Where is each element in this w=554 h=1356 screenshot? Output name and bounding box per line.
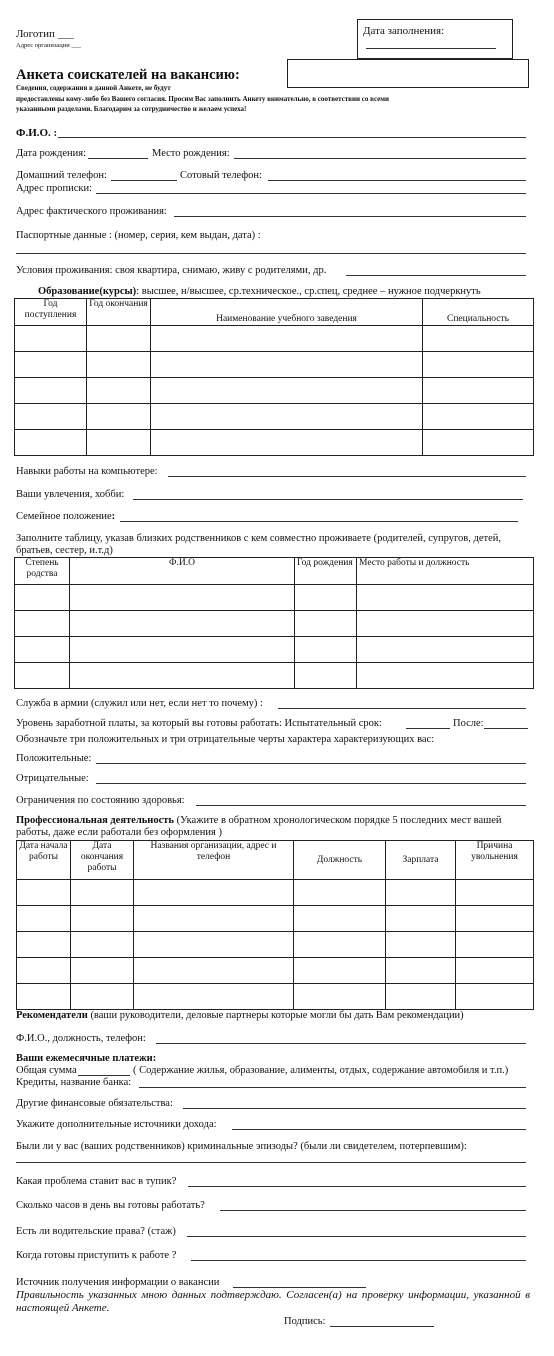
probation-salary-field[interactable]: [406, 728, 450, 729]
col-fio: Ф.И.О: [70, 558, 295, 585]
hours-label: Сколько часов в день вы готовы работать?: [16, 1200, 205, 1211]
col-specialty: Специальность: [423, 299, 534, 326]
references-contact-label: Ф.И.О., должность, телефон:: [16, 1033, 146, 1044]
army-field[interactable]: [278, 708, 526, 709]
health-field[interactable]: [196, 805, 526, 806]
date-box: [357, 19, 513, 59]
salary-after-label: После:: [453, 718, 484, 729]
education-table: [14, 298, 534, 456]
payments-total-suffix: ( Содержание жилья, образование, алименты, отдых, содержание автомобиля и т.п.): [133, 1065, 509, 1076]
fio-field[interactable]: [58, 137, 526, 138]
confidential-note-3: указанными разделами. Благодарим за сотрудничество и желаем успеха!: [16, 105, 247, 113]
source-field[interactable]: [233, 1287, 366, 1288]
table-row: [15, 637, 534, 663]
col-organization: Названия организации, адрес и телефон: [134, 841, 294, 880]
work-table: [16, 840, 534, 1010]
hobby-field[interactable]: [133, 499, 523, 500]
home-phone-field[interactable]: [111, 180, 177, 181]
registration-label: Адрес прописки:: [16, 183, 93, 194]
table-row: [17, 880, 534, 906]
org-address: Адрес организации ___: [16, 42, 82, 49]
license-label: Есть ли водительские права? (стаж): [16, 1226, 176, 1237]
table-row: [15, 378, 534, 404]
confidential-note-1: Сведения, содержания в данной Анкете, не будут: [16, 84, 171, 92]
table-row: [15, 352, 534, 378]
traits-label: Обозначьте три положительных и три отрицательные черты характера характеризующих вас:: [16, 734, 435, 745]
registration-field[interactable]: [96, 193, 526, 194]
start-label: Когда готовы приступить к работе ?: [16, 1250, 177, 1261]
family-status-field[interactable]: [120, 521, 518, 522]
col-start-date: Дата начала работы: [17, 841, 71, 880]
date-label: Дата заполнения:: [363, 25, 445, 37]
passport-field[interactable]: [16, 253, 526, 254]
living-field[interactable]: [346, 275, 526, 276]
problem-field[interactable]: [188, 1186, 526, 1187]
table-row: [17, 984, 534, 1010]
date-field[interactable]: [366, 48, 496, 49]
source-label: Источник получения информации о вакансии: [16, 1277, 220, 1288]
negative-field[interactable]: [96, 783, 526, 784]
table-row: [17, 958, 534, 984]
living-label: Условия проживания: своя квартира, снимаю, живу с родителями, др.: [16, 265, 327, 276]
family-status-label: Семейное положение:: [16, 511, 116, 522]
references-contact-field[interactable]: [156, 1043, 526, 1044]
license-field[interactable]: [187, 1236, 526, 1237]
relatives-table: [14, 557, 534, 689]
birth-date-field[interactable]: [88, 158, 148, 159]
table-row: [15, 430, 534, 456]
col-institution: Наименование учебного заведения: [151, 299, 423, 326]
col-salary: Зарплата: [386, 841, 456, 880]
hours-field[interactable]: [220, 1210, 526, 1211]
table-row: [15, 663, 534, 689]
table-row: [15, 404, 534, 430]
hobby-label: Ваши увлечения, хобби:: [16, 489, 125, 500]
col-end-date: Дата окончания работы: [71, 841, 134, 880]
other-obligations-label: Другие финансовые обязательства:: [16, 1098, 173, 1109]
mobile-phone-label: Сотовый телефон:: [180, 170, 262, 181]
relatives-intro: Заполните таблицу, указав близких родственников с кем совместно проживаете (родителей, супругов, детей, братьев, сестер, и.т.д): [16, 533, 502, 556]
payments-total-prefix: Общая сумма: [16, 1065, 77, 1076]
health-label: Ограничения по состоянию здоровья:: [16, 795, 185, 806]
table-row: [17, 906, 534, 932]
start-field[interactable]: [191, 1260, 526, 1261]
salary-after-field[interactable]: [484, 728, 528, 729]
col-leave-reason: Причина увольнения: [456, 841, 534, 880]
extra-income-field[interactable]: [232, 1129, 526, 1130]
home-phone-label: Домашний телефон:: [16, 170, 107, 181]
logo-placeholder: Логотип ___: [16, 28, 75, 40]
col-birth-year: Год рождения: [295, 558, 357, 585]
work-intro: Профессиональная деятельность (Укажите в обратном хронологическом порядке 5 последних мест вашей работы, даже если работали без оформления ): [16, 815, 502, 838]
birth-place-label: Место рождения:: [152, 148, 230, 159]
col-workplace: Место работы и должность: [357, 558, 534, 585]
references-label: Рекомендатели (ваши руководители, деловые партнеры которые могли бы дать Вам рекомендации): [16, 1010, 464, 1021]
col-position: Должность: [294, 841, 386, 880]
signature-field[interactable]: [330, 1326, 434, 1327]
birth-place-field[interactable]: [234, 158, 526, 159]
positive-label: Положительные:: [16, 753, 92, 764]
payments-heading: Ваши ежемесячные платежи:: [16, 1053, 157, 1064]
confidential-note-2: предоставлены кому-либо без Вашего согласия. Просим Вас заполнить Анкету внимательно, в соответствии со всеми: [16, 95, 390, 103]
army-label: Служба в армии (служил или нет, если нет то почему) :: [16, 698, 263, 709]
mobile-phone-field[interactable]: [268, 180, 526, 181]
birth-date-label: Дата рождения:: [16, 148, 87, 159]
credits-field[interactable]: [139, 1087, 526, 1088]
fio-label: Ф.И.О. :: [16, 127, 58, 139]
vacancy-field[interactable]: [287, 59, 529, 88]
positive-field[interactable]: [96, 763, 526, 764]
computer-skills-field[interactable]: [168, 476, 526, 477]
col-relation: Степень родства: [15, 558, 70, 585]
col-enroll-year: Год поступления: [15, 299, 87, 326]
actual-address-field[interactable]: [174, 216, 526, 217]
signature-label: Подпись:: [284, 1316, 326, 1327]
credits-label: Кредиты, название банка:: [16, 1077, 132, 1088]
table-row: [15, 585, 534, 611]
payments-total-field[interactable]: [78, 1075, 130, 1076]
criminal-label: Были ли у вас (ваших родственников) криминальные эпизоды? (были ли свидетелем, потерпевшим):: [16, 1141, 467, 1152]
actual-address-label: Адрес фактического проживания:: [16, 206, 167, 217]
negative-label: Отрицательные:: [16, 773, 89, 784]
confirmation-text: Правильность указанных мною данных подтверждаю. Согласен(а) на проверку информации, указанной в настоящей Анкете.: [16, 1289, 530, 1314]
table-row: [15, 611, 534, 637]
table-row: [17, 932, 534, 958]
problem-label: Какая проблема ставит вас в тупик?: [16, 1176, 177, 1187]
extra-income-label: Укажите дополнительные источники дохода:: [16, 1119, 217, 1130]
table-row: [15, 326, 534, 352]
other-obligations-field[interactable]: [183, 1108, 526, 1109]
salary-label: Уровень заработной платы, за который вы готовы работать: Испытательный срок:: [16, 718, 382, 729]
form-title: Анкета соискателей на вакансию:: [16, 67, 240, 83]
passport-label: Паспортные данные : (номер, серия, кем выдан, дата) :: [16, 230, 261, 241]
criminal-field[interactable]: [16, 1162, 526, 1163]
education-label: Образование(курсы): высшее, н/высшее, ср.техническое., ср.спец, среднее – нужное подчеркнуть: [38, 286, 481, 297]
col-grad-year: Год окончания: [87, 299, 151, 326]
computer-skills-label: Навыки работы на компьютере:: [16, 466, 158, 477]
